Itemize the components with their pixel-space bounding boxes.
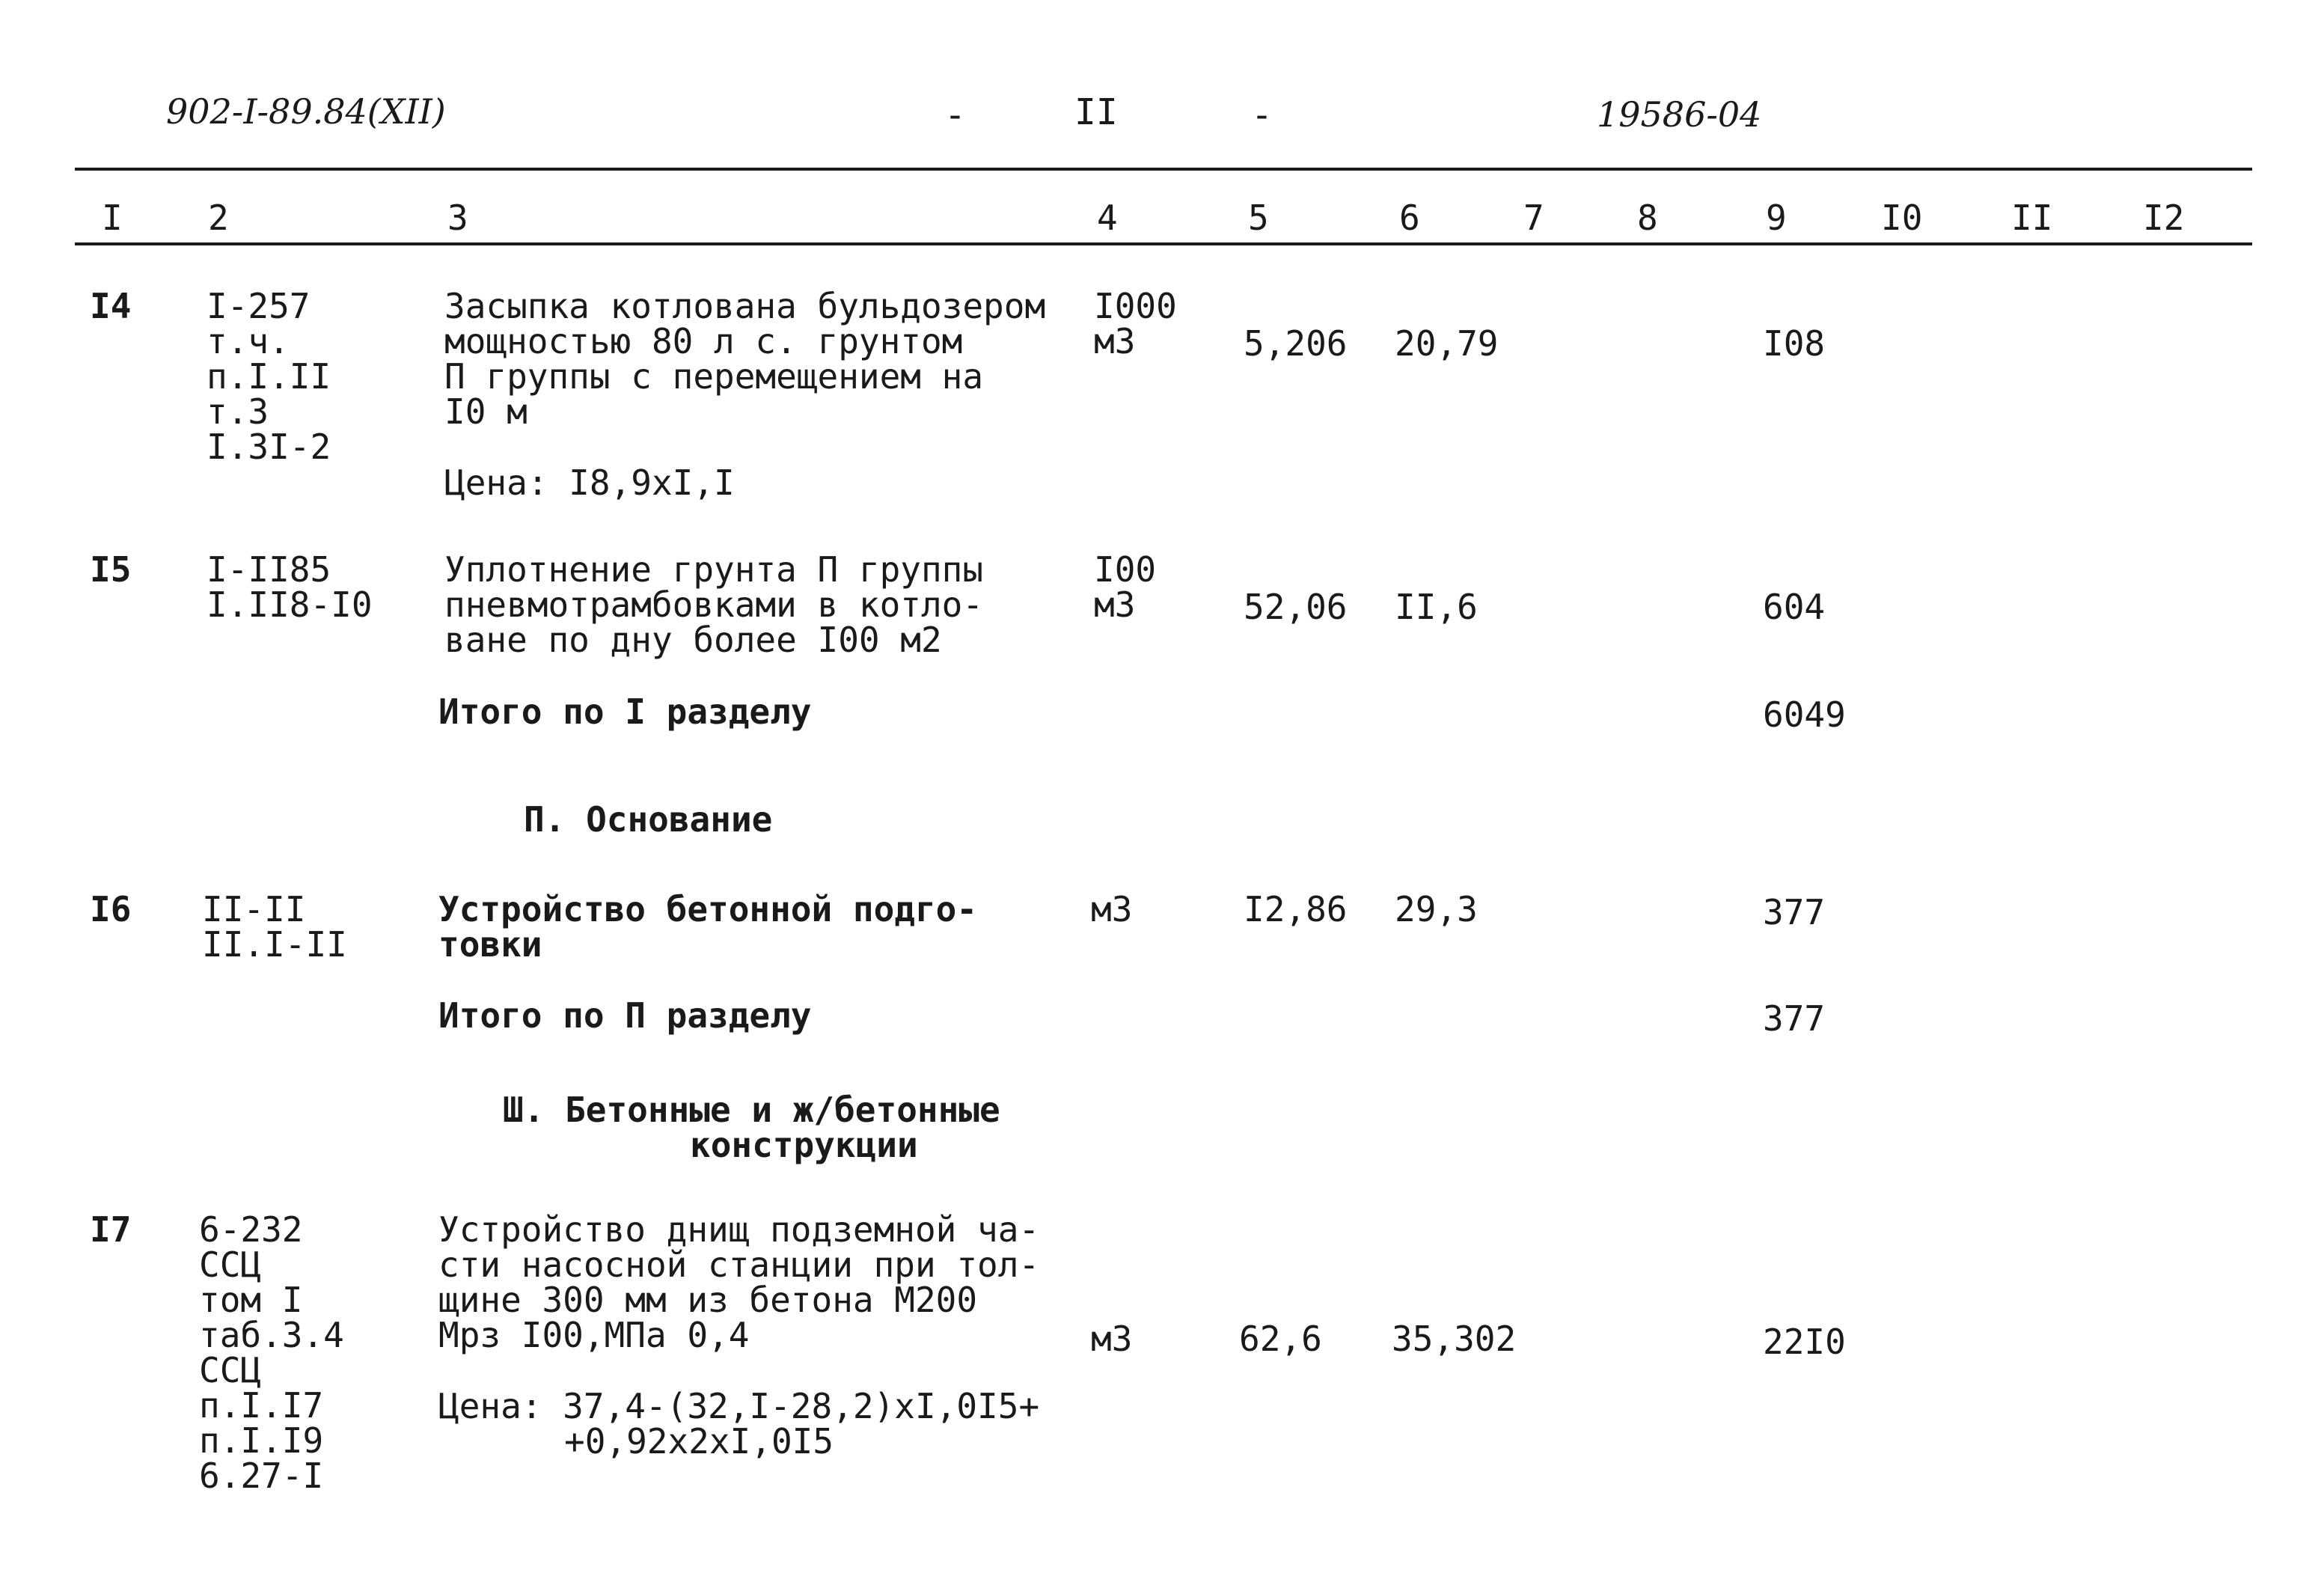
section-title: Ш. Бетонные и ж/бетонные конструкции bbox=[503, 1090, 1000, 1165]
column-number: I2 bbox=[2143, 198, 2185, 238]
header-dash-left: - bbox=[944, 94, 966, 136]
unit: I000 м3 bbox=[1094, 286, 1177, 361]
rate-code: I-257 т.ч. п.I.II т.3 I.3I-2 bbox=[207, 286, 331, 467]
subtotal-label: Итого по I разделу bbox=[438, 691, 812, 732]
column-number: 7 bbox=[1523, 198, 1544, 238]
column-number: I bbox=[102, 198, 123, 238]
rate-code: I-II85 I.II8-I0 bbox=[207, 549, 373, 625]
unit: м3 bbox=[1091, 1319, 1133, 1359]
subtotal-value: 6049 bbox=[1763, 694, 1846, 735]
quantity: 5,206 bbox=[1244, 323, 1348, 364]
subtotal-value: 377 bbox=[1763, 998, 1826, 1039]
work-description: Засыпка котлована бульдозером мощностью 80 л с. грунтом П группы с перемещением на I0 м bbox=[444, 286, 1046, 432]
unit-price: 29,3 bbox=[1395, 889, 1478, 929]
rate-code: II-II II.I-II bbox=[202, 889, 347, 965]
row-number: I7 bbox=[90, 1209, 132, 1250]
column-number: 8 bbox=[1637, 198, 1658, 238]
unit: I00 м3 bbox=[1094, 549, 1157, 625]
sheet-code: 19586-04 bbox=[1597, 94, 1762, 135]
column-number: 3 bbox=[447, 198, 468, 238]
page-number: II bbox=[1074, 91, 1118, 133]
column-number: 5 bbox=[1248, 198, 1269, 238]
header-dash-right: - bbox=[1251, 94, 1273, 136]
column-number: 6 bbox=[1399, 198, 1420, 238]
unit: м3 bbox=[1091, 889, 1133, 929]
top-rule bbox=[75, 168, 2252, 171]
work-description: Устройство днищ подземной ча- сти насосной станции при тол- щине 300 мм из бетона М200 Мрз I00,МПа 0,4 bbox=[438, 1209, 1040, 1355]
quantity: 62,6 bbox=[1239, 1319, 1322, 1359]
column-number: 4 bbox=[1097, 198, 1118, 238]
column-header-rule bbox=[75, 242, 2252, 245]
document-code: 902-I-89.84(XII) bbox=[166, 91, 446, 132]
rate-code: 6-232 ССЦ том I таб.3.4 ССЦ п.I.I7 п.I.I9 6.27-I bbox=[199, 1209, 344, 1496]
column-number: I0 bbox=[1881, 198, 1923, 238]
subtotal-label: Итого по П разделу bbox=[438, 995, 812, 1036]
row-number: I6 bbox=[90, 889, 132, 929]
column-number: 9 bbox=[1766, 198, 1787, 238]
quantity: I2,86 bbox=[1244, 889, 1348, 929]
row-number: I5 bbox=[90, 549, 132, 590]
price-calculation: Цена: I8,9xI,I bbox=[444, 462, 735, 503]
unit-price: 35,302 bbox=[1392, 1319, 1517, 1359]
quantity: 52,06 bbox=[1244, 587, 1348, 627]
row-number: I4 bbox=[90, 286, 132, 326]
section-title: П. Основание bbox=[524, 799, 773, 840]
price-calculation: Цена: 37,4-(32,I-28,2)xI,0I5+ +0,92x2xI,0I5 bbox=[438, 1386, 1040, 1462]
column-number: II bbox=[2011, 198, 2053, 238]
total-cost: I08 bbox=[1763, 323, 1826, 364]
work-description: Уплотнение грунта П группы пневмотрамбовками в котло- ване по дну более I00 м2 bbox=[444, 549, 984, 660]
total-cost: 604 bbox=[1763, 587, 1826, 627]
work-description: Устройство бетонной подго- товки bbox=[438, 889, 978, 965]
total-cost: 377 bbox=[1763, 892, 1826, 932]
total-cost: 22I0 bbox=[1763, 1322, 1846, 1362]
column-number: 2 bbox=[208, 198, 229, 238]
unit-price: II,6 bbox=[1395, 587, 1478, 627]
unit-price: 20,79 bbox=[1395, 323, 1499, 364]
